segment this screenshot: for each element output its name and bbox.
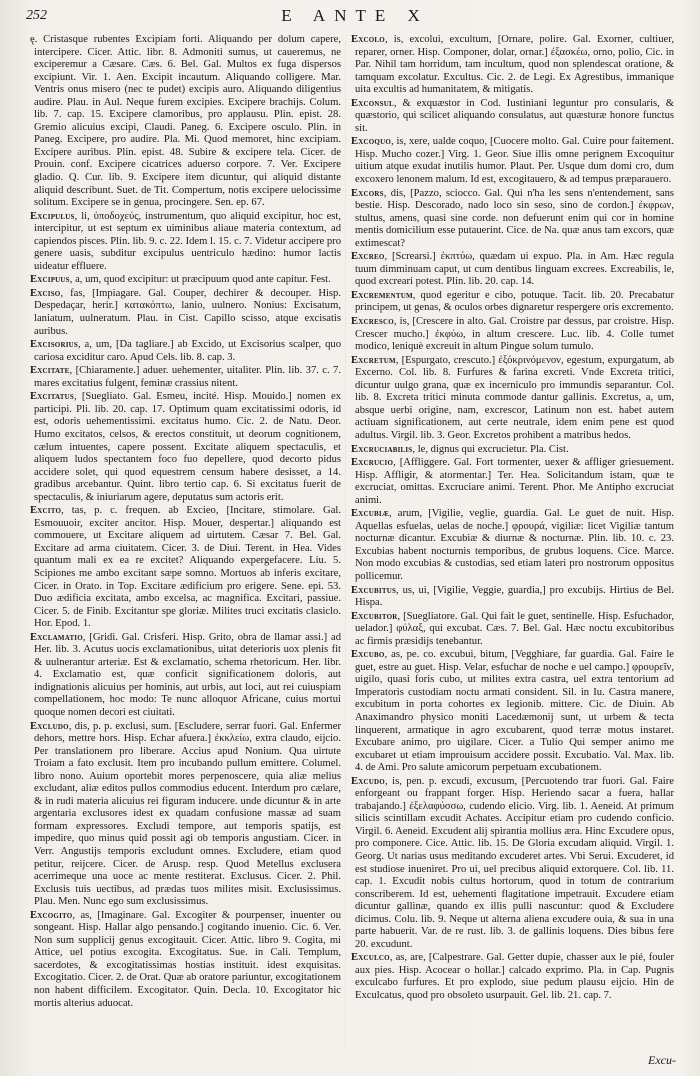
entry-text: , [Suegliatore. Gal. Qui fait le guet, sentinelle. Hisp. Esfuchador, uelador.] φύλαξ, qui excubat. Cæs. 7. Bel. Gal. Hæc noctu excubitoribus ac firmis præsidijs tenebantur. [355,610,674,647]
entry-text: , is, xere, ualde coquo, [Cuocere molto. Gal. Cuire pour faitement. Hisp. Mucho cozer.] Virg. 1. Geor. Siue illis omne perignem Excoquitur uitium atque exudat inutilis humor. Plaut. Per. Usque dum domi cro, dum excoxero lenonem malum. Id est, excogitauero, & ad tempus præparauero. [355,136,674,186]
entry-headword: Excolo [351,34,385,45]
dictionary-entry [351,952,674,1002]
entry-headword: Exclamatio [30,631,83,643]
entry-text: , [Screarsi.] ἐκπτύω, quædam ui expuo. Pla. in Am. Hæc regula tuum dimminuam caput, ut cum dentibus linguam excrees. Excreabilis, le, quod excreari potest. Plin. lib. 20. cap. 14. [355,251,674,288]
entry-headword: Excubitus [351,584,397,596]
entry-text: , [Gridi. Gal. Crisferi. Hisp. Grito, obra de llamar assi.] ad Her. lib. 3. Acutus uocis exclamationibus, uitat deterioris uox plenis fit & uulnerantur arteriæ. Est & exclamatio, schema rhetoricum. Her. libr. 4. Exclamatio est, quæ conficit significationem doloris, aut indignationis alicuius per hominis, aut urbis, aut loci, aut rei cuiuspiam compellationem, hoc modo: Te nunc alloquor Africane, cuius mortui quoque nomen decori est ciuitati. [34,631,341,718]
entry-headword: Excitate [30,365,70,377]
dictionary-entry [30,211,341,274]
entry-text: , a, um, [Da tagliare.] ab Excido, ut Excisorius scalper, quo cariosa exciditur caro. Apud Cels. lib. 8. cap. 3. [34,339,341,363]
entry-text: , is, pen. p. excudi, excusum, [Percuotendo trar fuori. Gal. Faire enforgeant ou frappant forger. Hisp. Heriendo sacar a fuera, hallar trabajando.] ἐξελαφύσσω, cudendo elicio. Virg. lib. 1. Aeneid. At primum silicis scintillam excudit Achates. Accipitur etiam pro cudendo conficio. Virgil. 6. Aeneid. Excudent alij spirantia mollius æra. Hinc Excudere opus, pro componere. Cice. Attic. lib. 15. De Gloria excudam aliquid. Virgil. 1. Georg. Ut narias usus meditando excuderet artes. Vbi Serui. Excuderet, id est studiose inueniret. Pro ui, uel precibus aliquid extorquere. Col. lib. 11. cap. 1. Excudit nobis cultus hortorum, quod in totum de contrarium conscriberem. Id est, uehementi flagitatione impetrauit. Excudere etiam dicuntur gallinæ, quando ex illis pulli nascuntur: quod & Excludere dicimus. Colu. lib. 9. Neque ut alterna aliena excudere ouia, & sua in una parte habuerit. Var. de re rust. lib. 3. de gallinis loquens. Dies bibus fere 20. excudunt. [355,775,674,950]
entry-text: , dis, p. p. exclusi, sum. [Escludere, serrar fuori. Gal. Enfermer dehors, mettre hors. Hisp. Echar afuera.] ἐκκλείω, extra claudo, eijcio. Per translationem pro liberare. Accius apud Nonium. Qua uirtute Troiam a fato exclusit. Item pro incubando pullum emittere. Columel. libro nono. Auium oportebit mores perpenoscere, quia aliæ melius excludant, aliæ editos pullos commodius educent. Interdum pro cælare, & in rudi materia alicuius rei figuram inducere. unde dicuntur & in arte argentaria exclusores idest ex quadam confusione massæ ad suam formam expressores. Excludi tempore, aut temporis spatijs, est impedire, quo minus quid possit agi ob temporis angustiam. Cicer. in Verr. Angustijs temporis excludunt omnes. Excludere, etiam quod petitur, reijcere. Cicer. de Arusp. resp. Quod Metellus exclusera acerrimeque una uoce ac mente restiterat. Exclusus. Cicer. 2. Phil. Exclusis tuis uectibus, ad prædas tuos milites misit. Exclusissimus. Plau. Men. Nunc ego sum exclusissimus. [34,720,341,908]
right-column [351,34,674,1056]
dictionary-entry [30,505,341,630]
entry-headword: Excipulus [30,210,75,222]
entry-text: , fas, [Impiagare. Gal. Couper, dechirer & decouper. Hisp. Despedaçar, herir.] κατακόπτω, lanio, uulnero. Nonius: Excisatum, laniatum, uulneratum. Plau. in Cist. Capillo scisso, atque excisatis auribus. [34,287,341,337]
dictionary-entry [30,34,341,210]
dictionary-entry [30,632,341,720]
entry-headword: Excludo [30,720,69,732]
dictionary-entry [351,611,674,649]
dictionary-entry [351,355,674,443]
entry-headword: Excoquo [351,136,391,148]
dictionary-entry [351,136,674,186]
left-column [30,34,341,1056]
entry-headword: Excors [351,187,384,199]
entry-text: , [Espurgato, crescuto.] ἐξόκρινόμενον, egestum, expurgatum, ab Excerno. Col. lib. 8. Furfures & farina excreti. Vnde Excreta tritici, dicuntur uulgo grana, quæ ex incerniculo pro immundis separantur. Col. lib. 8. Excreta tritici minuta commode dantur gallinis. Excretus, a, um, absque uerbi origine, nam, excrescor, Latinum non est. habet autem actiuam significationem, aut certe neutrale, idem enim pene est quod adultus. Virgil. lib. 3. Geor. Excretos prohibent a matribus hedos. [355,354,674,441]
entry-text: , [Affliggere. Gal. Fort tormenter, uexer & affliger griesuement. Hisp. Affligir, & atormentar.] Ter. Hea. Solicitandum istam, quæ te excruciat, omittas. Excruciare animi. Terent. Phor. Me Antipho excruciat animi. [355,457,674,506]
dictionary-entry [351,290,674,315]
dictionary-entry [30,365,341,390]
entry-text: ę. Cristasque rubentes Excipiam forti. Aliquando per dolum capere, intercipere. Cicer. Attic. libr. 8. Admoniti sumus, ut caueremus, ne exciperemur a Cæsare. Cæs. 6. Bel. Gal. Multos ex fuga dispersos excipiunt. Vir. 1. Aen. Excipit incautum. Aliquando colligere. Mar. Ventris onus misero (nec te pudet) excipis auro. Aliquando diligentius audire. Plau. in Aul. Neque furem excipies. Excipere brachijs. Colum. lib. 7. cap. 15. Excipere clamoribus, pro applausu. Plin. epist. 28. Gremio alicuius excipi, Claudi. Paneg. 6. Excipere osculo. Plin. in Paneg. Excipere, pro audire. Pla. Mi. Quod memoret, hinc excipiam. Excipere auribus. Plin. epist. 48. Subire & excipere tela. Cicer. de Prouin. conf. Excipere cicatrices aduerso corpore. 7. Ver. Excipere gladio. Q. Cur. lib. 9. Excipere item dicuntur, qui aliquid distante aliquid describunt. Suet. de Tit. Compertum, notis excipere uelocissime solitum. Excipere se in genua, procingere. Sen. ep. 67. [30,34,341,209]
entry-headword: Exconsul [351,97,394,109]
entry-headword: Excubitor [351,610,398,622]
entry-text: , is, excolui, excultum, [Ornare, polire. Gal. Exorner, cultiuer, reparer, orner. Hisp. Componer, dolar, ornar.] ἐξασκέω, orno, polio, Cic. in Par. Nihil tam horridum, tam incultum, quod non splendescat oratione, & tamquam excolatur. Excultus. Cic. 2. de Legi. Ex Agrestibus, immanique uita excultis ad humanitatem, & mitigatis. [355,34,674,96]
dictionary-entry [351,251,674,289]
entry-headword: Excresco [351,316,394,328]
entry-text: , & exquæstor in Cod. Iustiniani leguntur pro consularis, & quæstorio, qui scilicet aliquando consulatus, aut quæsturæ honore functus sit. [355,97,674,134]
dictionary-entry [351,34,674,97]
entry-headword: Excito [30,505,62,517]
entry-text: , li, ὑποδοχεύς, instrumentum, quo aliquid excipitur, hoc est, intercipitur, ut est septum ex uiminibus aliaue materia contextum, ad capiendos pisces. Plin. lib. 9. c. 22. Idem l. 15. c. 7. Videtur accipere pro genere uasis, subditur excipulus uentriculo hædino: humor lactis uideatur effluere. [34,210,341,272]
entry-headword: Excipuus [30,274,70,286]
dictionary-entry [351,585,674,610]
entry-text: , [Chiaramente.] aduer. uehementer, uitaliter. Plin. lib. 37. c. 7. mares excitatius fulgent, feminæ crassius nitent. [34,365,341,389]
entry-text: , as, are, [Calpestrare. Gal. Getter dupie, chasser aux le pié, fouler aux pies. Hisp. Acocear o hollar.] calcado exprimo. Pla. in Cap. Pugnis exculcabo furfures. Et pro explodo, siue pedum plausu eijcio. Hin de Exculcatus, quod pro obsoleto usurpauit. Gel. lib. 21. cap. 7. [355,952,674,1002]
dictionary-entry [351,457,674,507]
dictionary-entry [30,391,341,504]
entry-headword: Excrementum [351,289,413,301]
dictionary-entry [351,188,674,251]
entry-text: , [Suegliato. Gal. Esmeu, incité. Hisp. Mouido.] nomen ex participi. Pli. lib. 20. cap. 17. Optimum quam excitatissimi odoris, id est, odoris uehementissimi. excitatus humo. Cic. 2. de Natu. Deor. Humo excitatos, celsos, & erectos constituit, ut deorum cognitionem, cælum intuentes, capere possent. Excitate aliquem spectaculis, et aliquem ludos spectantem foco fuo depellere, quod decorto pidus accidere solet, qui quod equestrem censum habere desisset, a 14. gradibus arcebantur. Quint. libro tertio cap. 6. Si excitatus fuerit de spectaculis, & iniuriarum agere, deputatus sum actoris erit. [34,391,341,503]
page-number: 252 [26,8,47,23]
dictionary-entry [30,721,341,909]
entry-headword: Excudo [351,775,385,787]
entry-text: , quod egeritur e cibo, potuque. Tacit. lib. 20. Precabatur principem, ut genas, & oculos orbes dignaretur respergere oris excremento. [355,289,674,314]
running-head: E ANTE X [281,6,429,25]
page-header [20,6,690,28]
entry-headword: Excubiæ [351,508,390,520]
dictionary-entry [351,444,674,457]
dictionary-entry [30,339,341,364]
entry-headword: Excreo [351,251,385,263]
entry-headword: Excretum [351,354,396,366]
entry-text: , is, [Crescere in alto. Gal. Croistre par dessus, par croistre. Hisp. Crescer mucho.] ἐκφύω, in altum crescere. Luc. lib. 4. Colle tumet modico, leniquè excreuit in altum Pingue solum tumulo. [355,316,674,353]
entry-text: , tas, p. c. frequen. ab Excieo, [Incitare, stimolare. Gal. Esmouuoir, exciter ancitor. Hisp. Mouer, despertar.] aliquando est commouere, ut Excitare aliquem ad uirtutem. Cæsar 7. Bel. Gal. Excitare ad arma ciuitatem. Cicer. 3. de Diui. Terent. in Hea. Vides quantum mali ex ea re excitet? Aliquando expergefacere. Liu. 5. Scipiones me ambo excitant sæpe somno. Mortuos ab inferis excitare, Cicer. in Orato. in Top. Excitare ædificium pro erigere. Sene. epi. 53. Duo ædificia excitata, ambo excelsa, ac magnifica. Excitari, passiue. Cicer. 5. de Finib. Excitantur spe gloriæ. Milites truci excitatis clasiclo. Hor. Epod. 1. [34,505,341,630]
dictionary-entry [351,649,674,774]
entry-headword: Excisorius [30,339,78,351]
entry-headword: Excrucio [351,457,394,469]
entry-text: , us, ui, [Vigilie, Veggie, guardia,] pro excubijs. Hirtius de Bel. Hispa. [355,584,674,609]
entry-headword: Excitatus [30,391,75,403]
dictionary-entry [351,316,674,354]
dictionary-entry [30,274,341,287]
dictionary-entry [30,910,341,1010]
entry-headword: Exculco [351,952,390,964]
catchword: Excu- [648,1053,676,1067]
dictionary-entry [351,508,674,583]
column-gutter [345,40,346,1050]
entry-headword: Excogito [30,909,73,921]
entry-headword: Excruciabilis [351,443,413,455]
entry-headword: Excubo [351,649,385,661]
dictionary-entry [351,98,674,136]
entry-text: , le, dignus qui excrucietur. Pla. Cist. [412,443,569,455]
entry-headword: Exciso [30,287,61,299]
entry-text: , as, [Imaginare. Gal. Excogiter & pourpenser, inuenter ou songeant. Hisp. Hallar algo pensando.] cogitando inuenio. Cic. 6. Ver. Non sum supplicij genus excogitauit. Cicer. Attic. libro 9. Cogita, mi Attice, uel potius excogita. Excogitatus. Sue. in Cali. Templum, sacerdotes, & excogitatissimas hostias instituit. idest exquisitas. Excogitatio. Cicer. 2. de Orat. Quæ ab oratore pariuntur, excogitationem non habent difficilem. Excogitator. Quin. Decla. 10. Excogitator hic mortis alterius aduocat. [34,909,341,1009]
dictionary-entry [351,776,674,952]
dictionary-entry [30,288,341,338]
entry-text: , dis, [Pazzo, sciocco. Gal. Qui n'ha les sens n'entendement, sans bestie. Hisp. Descorado, nado loco sin seso, sino de cordon.] ἐκφρων, stultus, amens, quasi sine corde. non defuerunt enim qui cor in homine mentis domicilium esse putauerint. Cice. de Na. quæ anus tam excors, quæ extimescat? [355,187,674,249]
entry-text: , as, pe. co. excubui, bitum, [Vegghiare, far guardia. Gal. Faire le guet, estre au guet. Hisp. Velar, esfuchar de noche e uel campo.] φρουρεῖν, uigilo, quasi foris cubo, ut milites extra castra, uel extra tentorium ad Imperatoris custodiam noctu armati consident. Sil. in Iu. Castra manere, excubitum in porta cohortes ex legionib. mittere. Cic. de Diuin. Ab Anaximandro physico moniti Lacedæmonij sunt, ut urbem & tecta linquerent, armatique in agro excubarent, quod terræ motus instaret. Excubare animo, pro uigilare. Cicer. a Tulio Qui semper animo me excubaret ut etiam improuisum accidere possit. Excubatio. Val. Max. lib. 4. de Ami. Pro salute amicorum perpetuam excubationem. [355,649,674,774]
entry-text: , arum, [Vigilie, veglie, guardia. Gal. Le guet de nuit. Hisp. Aquellas esfuelas, uelas de noche.] φρουρά, vigiliæ: licet Vigiliæ tantum nocturnæ dicantur. Excubiæ & diurnæ & nocturnæ. Plin. lib. 10. c. 23. Excubias habent nocturnis temporibus, de grubus loquens. Cice. Marce. Non modo excubias & custodias, sed etiam lateri pro nostrorum oppositus pollicemur. [355,508,674,582]
entry-text: , a, um, quod excipitur: ut præcipuum quod ante capitur. Fest. [69,274,331,286]
